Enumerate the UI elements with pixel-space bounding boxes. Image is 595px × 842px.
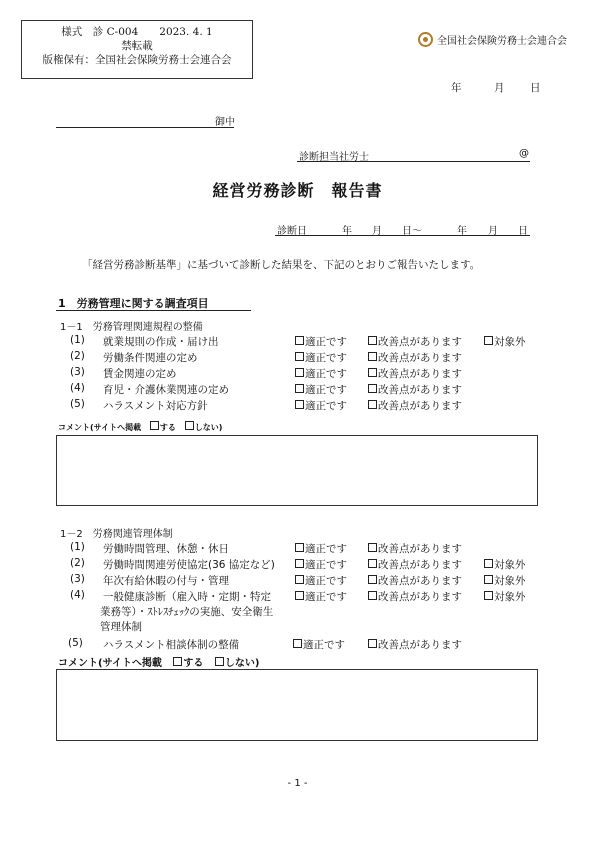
checkbox-proper[interactable] (295, 591, 304, 600)
checklist-row (0, 398, 595, 414)
item-number: (2) (70, 350, 85, 362)
item-number: (3) (70, 366, 85, 378)
checkbox-improve[interactable] (368, 591, 377, 600)
item-number: (1) (70, 334, 85, 346)
checkbox-proper[interactable] (295, 352, 304, 361)
improve-option[interactable]: 改善点があります (368, 382, 462, 397)
org-name: 全国社会保険労務士会連合会 (437, 36, 567, 47)
improve-option[interactable]: 改善点があります (368, 557, 462, 572)
proper-option[interactable]: 適正です (295, 573, 347, 588)
checklist-row (0, 557, 595, 573)
examiner-line[interactable] (297, 161, 530, 162)
checkbox-proper[interactable] (295, 543, 304, 552)
checkbox-proper[interactable] (295, 336, 304, 345)
checklist-row (0, 382, 595, 398)
improve-option[interactable]: 改善点があります (368, 637, 462, 652)
examiner-label: 診断担当社労士 (299, 152, 369, 163)
checklist-row (0, 637, 595, 653)
checkbox-improve[interactable] (368, 575, 377, 584)
org-logo (418, 32, 567, 47)
diag-month-2: 月 (488, 226, 498, 237)
improve-option[interactable]: 改善点があります (368, 589, 462, 604)
diag-year-2: 年 (457, 226, 467, 237)
proper-option[interactable]: 適正です (295, 334, 347, 349)
date-month-label: 月 (494, 82, 505, 94)
form-info-box (21, 20, 253, 79)
checkbox-proper[interactable] (295, 559, 304, 568)
proper-option[interactable]: 適正です (295, 366, 347, 381)
proper-option[interactable]: 適正です (293, 637, 345, 652)
form-number: 様式 診 C-004 2023. 4. 1 (61, 26, 213, 38)
proper-option[interactable]: 適正です (295, 541, 347, 556)
item-label-line-1: 一般健康診断（雇入時・定期・特定 (103, 591, 271, 603)
item-label: 就業規則の作成・届け出 (103, 336, 219, 348)
checklist-row (0, 334, 595, 350)
org-seal-icon (418, 32, 433, 47)
comment-1-header: コメント(サイトへ掲載 する しない) (58, 423, 223, 432)
page-title: 経営労務診断 報告書 (212, 181, 383, 200)
improve-option[interactable]: 改善点があります (368, 573, 462, 588)
item-number: (4) (70, 382, 85, 394)
section-1-underline (56, 310, 251, 311)
item-label: 労働条件関連の定め (103, 352, 198, 364)
copyright-notice: 版権保有：全国社会保険労務士会連合会 (42, 54, 232, 66)
checkbox-improve[interactable] (368, 368, 377, 377)
item-label: ハラスメント相談体制の整備 (103, 639, 240, 651)
na-option[interactable]: 対象外 (484, 557, 526, 572)
date-day-label: 日 (530, 82, 541, 94)
comment-2-header: コメント(サイトへ掲載 する しない) (58, 658, 260, 669)
item-label: 労働時間管理、休憩・休日 (103, 543, 229, 555)
checkbox-proper[interactable] (295, 400, 304, 409)
improve-option[interactable]: 改善点があります (368, 541, 462, 556)
section-1-title: 1 労務管理に関する調査項目 (58, 297, 209, 310)
na-option[interactable]: 対象外 (484, 589, 526, 604)
item-label: 労働時間関連労使協定(36 協定など) (103, 559, 275, 571)
proper-option[interactable]: 適正です (295, 398, 347, 413)
checkbox-improve[interactable] (368, 400, 377, 409)
checkbox-improve[interactable] (368, 559, 377, 568)
improve-option[interactable]: 改善点があります (368, 350, 462, 365)
proper-option[interactable]: 適正です (295, 557, 347, 572)
publish-yes-option[interactable]: する (173, 658, 203, 669)
diag-year-1: 年 (342, 226, 352, 237)
checkbox-publish-yes[interactable] (173, 657, 182, 666)
comment-2-box[interactable] (56, 669, 538, 741)
date-year-label: 年 (451, 82, 462, 94)
comment-1-box[interactable] (56, 435, 538, 506)
item-label: 賃金関連の定め (103, 368, 177, 380)
checkbox-proper[interactable] (293, 639, 302, 648)
checklist-row (0, 589, 595, 637)
publish-no-option[interactable]: しない) (185, 423, 223, 432)
item-label: ハラスメント対応方針 (103, 400, 208, 412)
checkbox-proper[interactable] (295, 384, 304, 393)
no-reprint-notice: 禁転載 (121, 40, 153, 52)
na-option[interactable]: 対象外 (484, 573, 526, 588)
checkbox-improve[interactable] (368, 384, 377, 393)
item-label-line-3: 管理体制 (100, 621, 142, 633)
improve-option[interactable]: 改善点があります (368, 334, 462, 349)
item-label-line-2: 業務等）・ｽﾄﾚｽﾁｪｯｸの実施、安全衛生 (100, 606, 274, 618)
item-number: (1) (70, 541, 85, 553)
na-option[interactable]: 対象外 (484, 334, 526, 349)
checklist-row (0, 573, 595, 589)
checkbox-proper[interactable] (295, 368, 304, 377)
improve-option[interactable]: 改善点があります (368, 398, 462, 413)
item-number: (3) (70, 573, 85, 585)
checkbox-proper[interactable] (295, 575, 304, 584)
seal-mark: @ (519, 148, 529, 159)
item-label: 年次有給休暇の付与・管理 (103, 575, 229, 587)
diag-day-1: 日～ (402, 226, 422, 237)
diagnosis-date-label: 診断日 (277, 226, 307, 237)
checkbox-improve[interactable] (368, 639, 377, 648)
addressee-suffix: 御中 (215, 117, 235, 128)
checkbox-na[interactable] (484, 591, 493, 600)
checkbox-publish-yes[interactable] (150, 421, 159, 430)
item-number: (5) (70, 398, 85, 410)
proper-option[interactable]: 適正です (295, 382, 347, 397)
checklist-row (0, 366, 595, 382)
improve-option[interactable]: 改善点があります (368, 366, 462, 381)
intro-text: 「経営労務診断基準」に基づいて診断した結果を、下記のとおりご報告いたします。 (82, 259, 481, 271)
checklist-row (0, 350, 595, 366)
group-1-title: 1－1 労務管理関連規程の整備 (60, 322, 203, 333)
checkbox-improve[interactable] (368, 352, 377, 361)
item-number: (4) (70, 589, 85, 601)
checkbox-improve[interactable] (368, 336, 377, 345)
checkbox-na[interactable] (484, 336, 493, 345)
diag-day-2: 日 (518, 226, 528, 237)
page-number: - 1 - (287, 778, 308, 789)
checklist-row (0, 541, 595, 557)
group-2-title: 1－2 労務関連管理体制 (60, 529, 173, 540)
item-number: (5) (68, 637, 83, 649)
proper-option[interactable]: 適正です (295, 350, 347, 365)
checkbox-improve[interactable] (368, 543, 377, 552)
checkbox-publish-no[interactable] (185, 421, 194, 430)
publish-no-option[interactable]: しない) (215, 658, 260, 669)
diagnosis-date-line[interactable] (275, 235, 530, 236)
item-number: (2) (70, 557, 85, 569)
checkbox-na[interactable] (484, 575, 493, 584)
diag-month-1: 月 (372, 226, 382, 237)
publish-yes-option[interactable]: する (150, 423, 176, 432)
checkbox-na[interactable] (484, 559, 493, 568)
addressee-line[interactable] (56, 127, 234, 128)
item-label: 育児・介護休業関連の定め (103, 384, 229, 396)
checkbox-publish-no[interactable] (215, 657, 224, 666)
proper-option[interactable]: 適正です (295, 589, 347, 604)
